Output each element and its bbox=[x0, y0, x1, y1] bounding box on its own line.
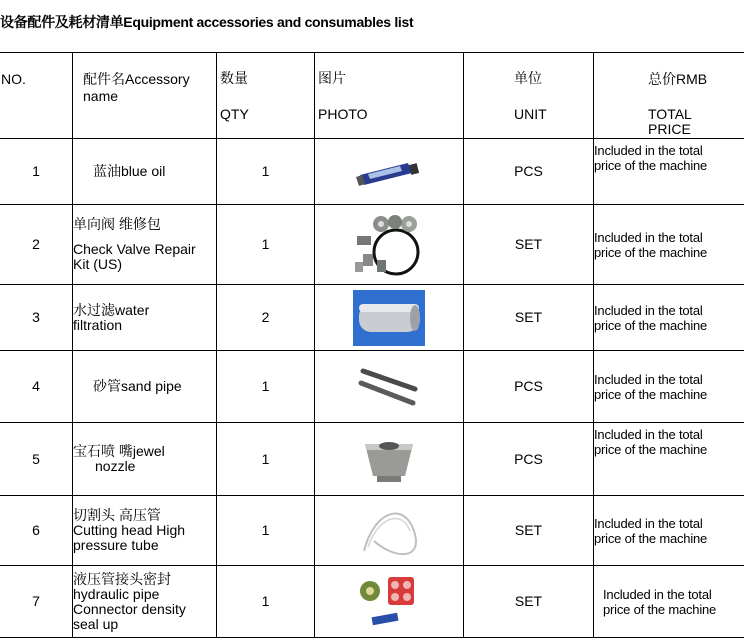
header-total-price: 总价RMB TOTAL PRICE bbox=[594, 53, 744, 139]
row-number: 7 bbox=[0, 566, 73, 638]
quantity: 1 bbox=[217, 139, 315, 205]
total-price: Included in the total price of the machine bbox=[594, 351, 744, 423]
row-number: 4 bbox=[0, 351, 73, 423]
row-number: 1 bbox=[0, 139, 73, 205]
water-filter-photo bbox=[353, 290, 425, 346]
accessory-name: 蓝油blue oil bbox=[73, 139, 217, 205]
unit: SET bbox=[464, 566, 594, 638]
unit: PCS bbox=[464, 351, 594, 423]
quantity: 1 bbox=[217, 566, 315, 638]
quantity: 1 bbox=[217, 423, 315, 496]
total-price: Included in the total price of the machine bbox=[594, 566, 744, 638]
accessory-name: 切割头 高压管 Cutting head High pressure tube bbox=[73, 496, 217, 566]
table-row bbox=[0, 285, 744, 351]
unit: SET bbox=[464, 205, 594, 285]
accessory-photo bbox=[315, 285, 464, 351]
row-number: 3 bbox=[0, 285, 73, 351]
accessory-photo bbox=[315, 139, 464, 205]
accessory-name: 水过滤water filtration bbox=[73, 285, 217, 351]
accessory-photo bbox=[315, 351, 464, 423]
quantity: 1 bbox=[217, 351, 315, 423]
accessory-photo bbox=[315, 496, 464, 566]
unit: PCS bbox=[464, 423, 594, 496]
accessories-table bbox=[0, 52, 744, 638]
total-price: Included in the total price of the machine bbox=[594, 139, 744, 205]
header-no: NO. bbox=[0, 53, 73, 139]
table-row bbox=[0, 139, 744, 205]
quantity: 1 bbox=[217, 205, 315, 285]
header-name: 配件名Accessory name bbox=[73, 53, 217, 139]
table-header-row bbox=[0, 53, 744, 139]
table-row bbox=[0, 205, 744, 285]
header-photo: 图片 PHOTO bbox=[315, 53, 464, 139]
table-row bbox=[0, 496, 744, 566]
quantity: 1 bbox=[217, 496, 315, 566]
header-qty: 数量 QTY bbox=[217, 53, 315, 139]
unit: SET bbox=[464, 496, 594, 566]
table-row bbox=[0, 423, 744, 496]
total-price: Included in the total price of the machine bbox=[594, 496, 744, 566]
table-row bbox=[0, 351, 744, 423]
document-title: 设备配件及耗材清单Equipment accessories and consumables list bbox=[0, 14, 414, 30]
accessory-photo bbox=[315, 205, 464, 285]
accessory-name: 砂管sand pipe bbox=[73, 351, 217, 423]
connector-seal-photo bbox=[354, 571, 424, 633]
total-price: Included in the total price of the machine bbox=[594, 205, 744, 285]
row-number: 6 bbox=[0, 496, 73, 566]
row-number: 5 bbox=[0, 423, 73, 496]
quantity: 2 bbox=[217, 285, 315, 351]
unit: SET bbox=[464, 285, 594, 351]
accessory-name: 宝石喷 嘴jewel nozzle bbox=[73, 423, 217, 496]
table-row bbox=[0, 566, 744, 638]
row-number: 2 bbox=[0, 205, 73, 285]
total-price: Included in the total price of the machine bbox=[594, 423, 744, 496]
check-valve-kit-photo bbox=[349, 212, 429, 278]
accessory-photo bbox=[315, 566, 464, 638]
unit: PCS bbox=[464, 139, 594, 205]
blue-oil-tube-photo bbox=[354, 157, 424, 187]
total-price: Included in the total price of the machine bbox=[594, 285, 744, 351]
accessory-photo bbox=[315, 423, 464, 496]
sand-pipe-photo bbox=[357, 365, 421, 409]
accessory-name: 单向阀 维修包 Check Valve Repair Kit (US) bbox=[73, 205, 217, 285]
pressure-tube-photo bbox=[354, 501, 424, 561]
accessory-name: 液压管接头密封 hydraulic pipe Connector density seal up bbox=[73, 566, 217, 638]
header-unit: 单位 UNIT bbox=[464, 53, 594, 139]
jewel-nozzle-photo bbox=[359, 432, 419, 486]
